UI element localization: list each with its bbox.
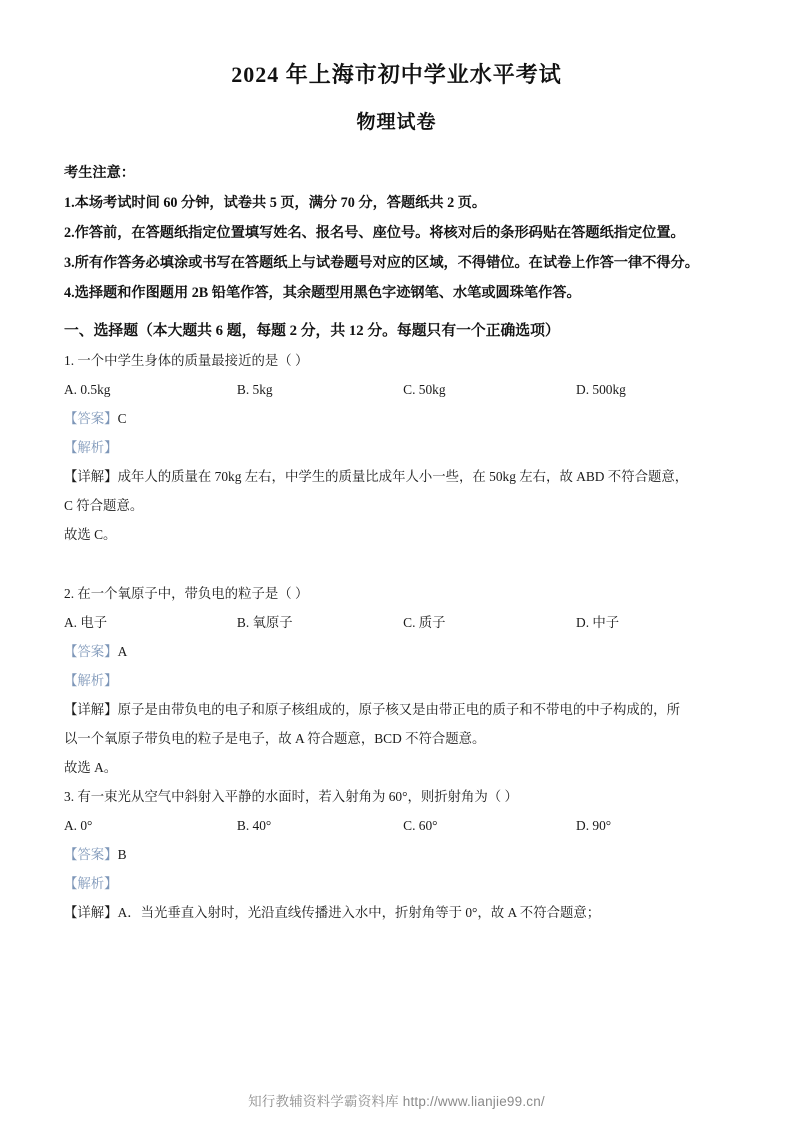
answer-tag: 【答案】: [64, 411, 118, 426]
question-2-answer-value: A: [117, 644, 128, 659]
notice-item-4: 4.选择题和作图题用 2B 铅笔作答，其余题型用黑色字迹钢笔、水笔或圆珠笔作答。: [64, 285, 581, 301]
analysis-tag: 【解析】: [64, 440, 118, 455]
question-3-option-a[interactable]: A. 0°: [64, 818, 93, 833]
question-3-detail-text-1: A．当光垂直入射时，光沿直线传播进入水中，折射角等于 0°，故 A 不符合题意；: [117, 905, 601, 920]
question-2-option-d[interactable]: D. 中子: [576, 615, 620, 630]
question-3-stem: 3. 有一束光从空气中斜射入平静的水面时，若入射角为 60°，则折射角为（ ）: [64, 789, 518, 804]
question-1-option-d[interactable]: D. 500kg: [576, 382, 626, 397]
question-2-detail-line-1: [64, 695, 729, 724]
question-1-detail-line-2: C 符合题意。: [64, 498, 144, 513]
candidate-notice: [64, 158, 729, 308]
question-2-detail-line-2: 以一个氧原子带负电的粒子是电子，故 A 符合题意，BCD 不符合题意。: [64, 731, 486, 746]
detail-tag: 【详解】: [64, 469, 118, 484]
question-1-answer-line: [64, 404, 729, 433]
answer-tag: 【答案】: [64, 644, 118, 659]
question-3-answer-value: B: [117, 847, 127, 862]
question-1-options: [64, 375, 729, 404]
question-3-detail-line-1: [64, 898, 729, 927]
question-1-conclusion: 故选 C。: [64, 527, 117, 542]
analysis-tag: 【解析】: [64, 876, 118, 891]
title-block: [64, 0, 729, 134]
question-2-analysis-line: [64, 666, 729, 695]
page-subtitle: 物理试卷: [356, 112, 437, 133]
notice-item-3: 3.所有作答务必填涂或书写在答题纸上与试卷题号对应的区域，不得错位。在试卷上作答一律不得分。: [64, 255, 699, 271]
notice-item-1: 1.本场考试时间 60 分钟，试卷共 5 页，满分 70 分，答题纸共 2 页。: [64, 195, 487, 211]
notice-item-2: 2.作答前，在答题纸指定位置填写姓名、报名号、座位号。将核对后的条形码贴在答题纸指定位置。: [64, 225, 685, 241]
question-1-option-b[interactable]: B. 5kg: [236, 382, 273, 397]
question-3-option-c[interactable]: C. 60°: [403, 818, 438, 833]
question-2-option-c[interactable]: C. 质子: [403, 615, 446, 630]
question-2-conclusion: 故选 A。: [64, 760, 118, 775]
question-2-options: [64, 608, 729, 637]
question-1-option-a[interactable]: A. 0.5kg: [64, 382, 111, 397]
question-1-option-c[interactable]: C. 50kg: [403, 382, 446, 397]
detail-tag: 【详解】: [64, 702, 118, 717]
question-2-detail-text-1: 原子是由带负电的电子和原子核组成的，原子核又是由带正电的质子和不带电的中子构成的，所: [117, 702, 680, 717]
question-2-option-b[interactable]: B. 氧原子: [236, 615, 293, 630]
question-1: [64, 346, 729, 549]
question-1-stem: 1. 一个中学生身体的质量最接近的是（ ）: [64, 353, 309, 368]
question-3-analysis-line: [64, 869, 729, 898]
question-1-detail-line-1: [64, 462, 729, 491]
question-3-options: [64, 811, 729, 840]
section-heading-choice: 一、选择题（本大题共 6 题，每题 2 分，共 12 分。每题只有一个正确选项）: [64, 323, 560, 339]
question-1-detail-text-1: 成年人的质量在 70kg 左右，中学生的质量比成年人小一些，在 50kg 左右，故 ABD 不符合题意，: [117, 469, 689, 484]
answer-tag: 【答案】: [64, 847, 118, 862]
notice-heading: 考生注意：: [64, 165, 135, 181]
question-1-analysis-line: [64, 433, 729, 462]
question-3-option-b[interactable]: B. 40°: [236, 818, 272, 833]
page-title: 2024 年上海市初中学业水平考试: [231, 62, 562, 87]
question-3: [64, 782, 729, 927]
question-2: [64, 579, 729, 782]
question-2-stem: 2. 在一个氧原子中，带负电的粒子是（ ）: [64, 586, 309, 601]
analysis-tag: 【解析】: [64, 673, 118, 688]
footer-watermark: 知行教辅资料学霸资料库 http://www.lianjie99.cn/: [248, 1094, 545, 1109]
question-2-answer-line: [64, 637, 729, 666]
question-1-answer-value: C: [117, 411, 127, 426]
detail-tag: 【详解】: [64, 905, 118, 920]
question-2-option-a[interactable]: A. 电子: [64, 615, 108, 630]
question-3-answer-line: [64, 840, 729, 869]
question-3-option-d[interactable]: D. 90°: [576, 818, 612, 833]
